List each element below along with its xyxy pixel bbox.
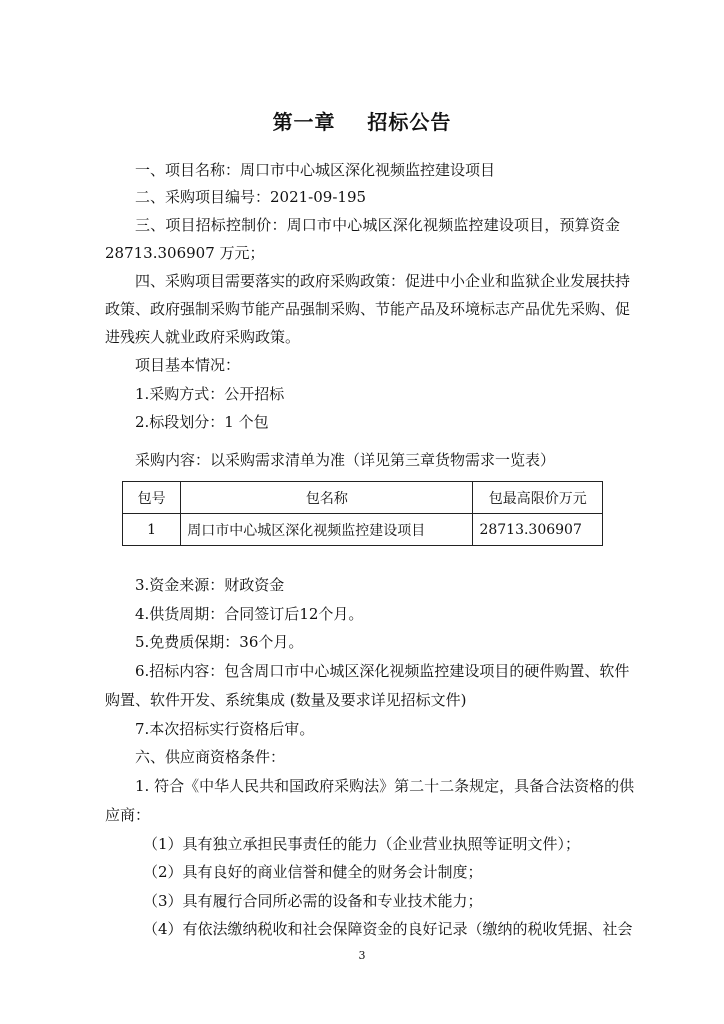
paragraph-procurement-content: 采购内容：以采购需求清单为准（详见第三章货物需求一览表）	[135, 451, 556, 469]
paragraph-warranty: 5.免费质保期：36个月。	[135, 633, 304, 651]
chapter-title: 第一章 招标公告	[272, 110, 452, 134]
table-header-row	[123, 482, 603, 514]
paragraph-supplier-conditions: 六、供应商资格条件：	[135, 748, 286, 766]
paragraph-policy-1: 四、采购项目需要落实的政府采购政策：促进中小企业和监狱企业发展扶持	[135, 272, 631, 290]
paragraph-funding-source: 3.资金来源：财政资金	[135, 576, 285, 594]
paragraph-condition-item-2: （2）具有良好的商业信誉和健全的财务会计制度；	[143, 863, 483, 881]
paragraph-condition-1a: 1. 符合《中华人民共和国政府采购法》第二十二条规定，具备合法资格的供	[135, 777, 635, 795]
paragraph-procurement-method: 1.采购方式：公开招标	[135, 385, 285, 403]
paragraph-delivery-period: 4.供货周期：合同签订后12个月。	[135, 605, 364, 623]
table-header-cell: 包最高限价万元	[473, 482, 603, 514]
paragraph-basic-info: 项目基本情况：	[135, 356, 241, 374]
paragraph-policy-2: 政策、政府强制采购节能产品强制采购、节能产品及环境标志产品优先采购、促	[105, 300, 631, 318]
paragraph-condition-1b: 应商：	[105, 806, 151, 824]
paragraph-control-price-2: 28713.306907 万元；	[105, 244, 265, 262]
paragraph-tender-content-2: 购置、软件开发、系统集成 (数量及要求详见招标文件)	[105, 691, 467, 709]
page-number: 3	[358, 949, 366, 962]
paragraph-lot-division: 2.标段划分：1 个包	[135, 413, 269, 431]
paragraph-project-number: 二、采购项目编号：2021-09-195	[135, 188, 367, 206]
paragraph-tender-content-1: 6.招标内容：包含周口市中心城区深化视频监控建设项目的硬件购置、软件	[135, 662, 630, 680]
table-header-cell: 包名称	[181, 482, 473, 514]
paragraph-condition-item-3: （3）具有履行合同所必需的设备和专业技术能力；	[143, 892, 483, 910]
table-header-cell: 包号	[123, 482, 181, 514]
table-row	[123, 514, 603, 546]
paragraph-project-name: 一、项目名称：周口市中心城区深化视频监控建设项目	[135, 161, 496, 179]
paragraph-control-price-1: 三、项目招标控制价：周口市中心城区深化视频监控建设项目，预算资金	[135, 216, 620, 234]
package-table	[122, 481, 603, 546]
paragraph-condition-item-4: （4）有依法缴纳税收和社会保障资金的良好记录（缴纳的税收凭据、社会	[143, 920, 633, 938]
paragraph-condition-item-1: （1）具有独立承担民事责任的能力（企业营业执照等证明文件）；	[143, 835, 581, 853]
table-cell: 1	[123, 514, 181, 546]
paragraph-policy-3: 进残疾人就业政府采购政策。	[105, 328, 301, 346]
table-cell: 周口市中心城区深化视频监控建设项目	[181, 514, 473, 546]
table-cell: 28713.306907	[473, 514, 603, 546]
paragraph-qualification-review: 7.本次招标实行资格后审。	[135, 720, 315, 738]
